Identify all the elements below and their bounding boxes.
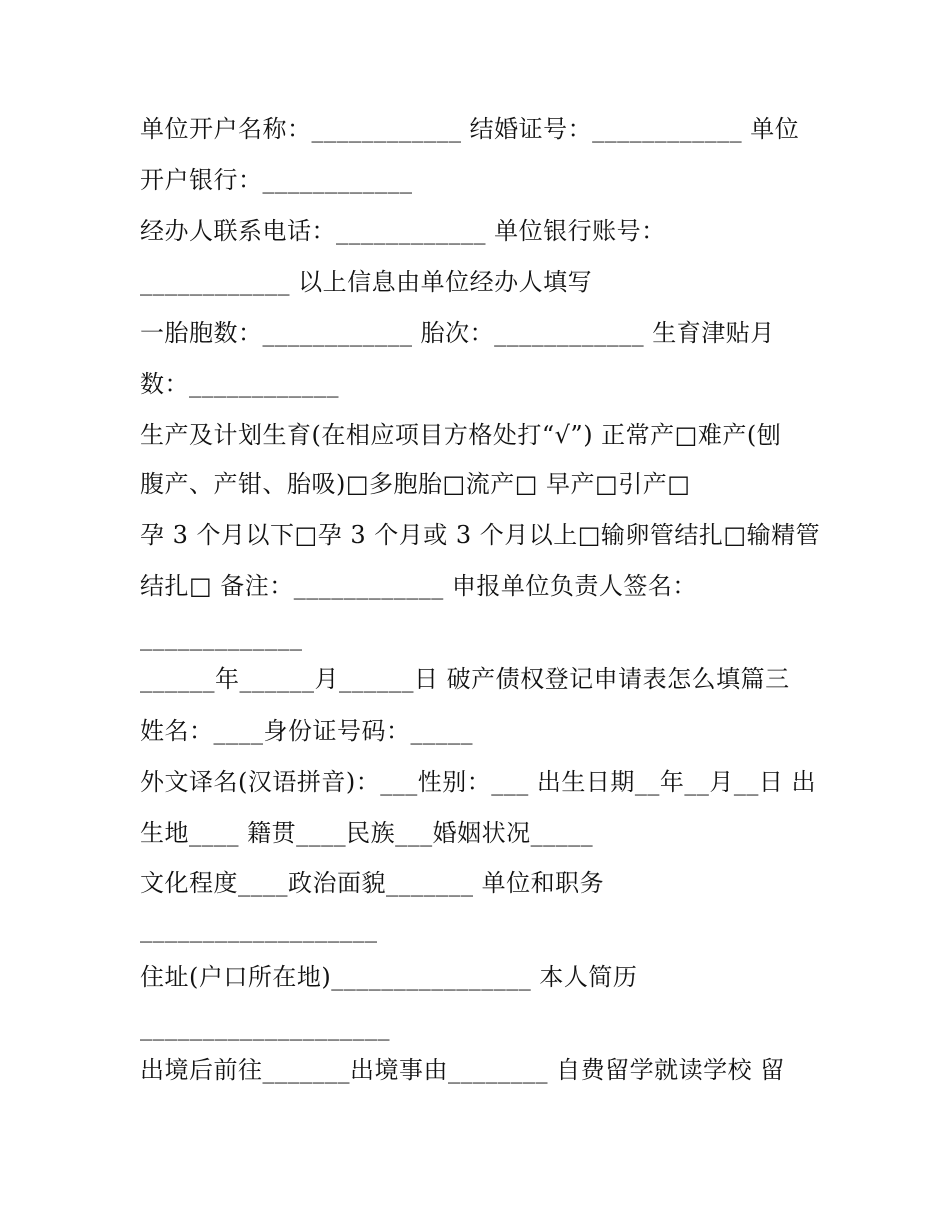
text-line-5: 一胎胞数：____________ 胎次：____________ 生育津贴月	[140, 319, 775, 347]
text-line-20: 出境后前往_______出境事由________ 自费留学就读学校 留	[140, 1056, 785, 1084]
text-line-8: 腹产、产钳、胎吸)□多胞胎□流产□ 早产□引产□	[140, 470, 691, 498]
text-line-11: _____________	[140, 623, 303, 651]
text-line-17: ___________________	[140, 915, 378, 943]
text-line-4: ____________ 以上信息由单位经办人填写	[140, 268, 593, 296]
text-line-16: 文化程度____政治面貌_______ 单位和职务	[140, 869, 605, 897]
text-line-13: 姓名：____身份证号码：_____	[140, 717, 473, 745]
text-line-1: 单位开户名称：____________ 结婚证号：____________ 单位	[140, 115, 800, 143]
text-line-12: ______年______月______日 破产债权登记申请表怎么填篇三	[140, 665, 790, 693]
text-line-6: 数：____________	[140, 370, 339, 398]
text-line-19: ____________________	[140, 1013, 390, 1041]
text-line-18: 住址(户口所在地)________________ 本人简历	[140, 963, 638, 991]
text-line-7: 生产及计划生育(在相应项目方格处打“√”) 正常产□难产(刨	[140, 421, 782, 449]
text-line-14: 外文译名(汉语拼音)：___性别：___ 出生日期__年__月__日 出	[140, 768, 816, 796]
text-line-10: 结扎□ 备注：____________ 申报单位负责人签名：	[140, 572, 697, 600]
text-line-15: 生地____ 籍贯____民族___婚姻状况_____	[140, 819, 594, 847]
text-line-2: 开户银行：____________	[140, 166, 413, 194]
text-line-9: 孕 3 个月以下□孕 3 个月或 3 个月以上□输卵管结扎□输精管	[140, 521, 821, 549]
text-line-3: 经办人联系电话：____________ 单位银行账号：	[140, 217, 666, 245]
